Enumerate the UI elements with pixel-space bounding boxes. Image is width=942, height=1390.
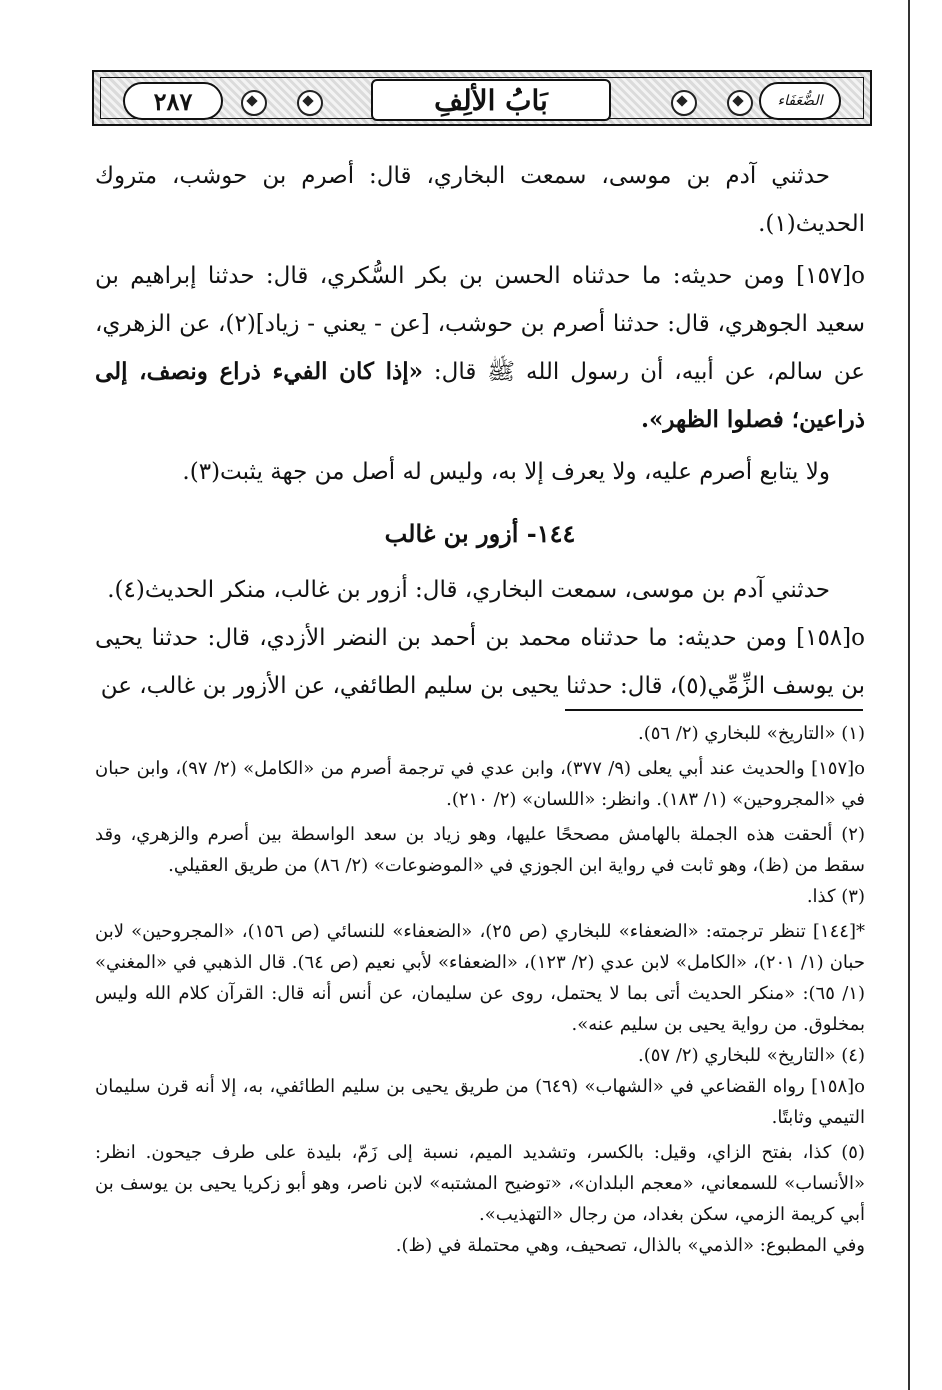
footnote: (٣) كذا. bbox=[806, 886, 865, 907]
footnotes bbox=[95, 718, 865, 1261]
paragraph-hadith-157 bbox=[95, 252, 865, 444]
chapter-title: بَابُ الألِفِ bbox=[371, 79, 611, 121]
header-frame bbox=[100, 77, 864, 119]
footnote: (١) «التاريخ» للبخاري (٢/ ٥٦). bbox=[638, 723, 865, 744]
ornament-icon bbox=[671, 90, 697, 116]
footnote: (٥) كذا، بفتح الزاي، وقيل: بالكسر، وتشديد الميم، نسبة إلى زَمّ، بليدة على طرف جيحون. انظر: «الأنساب» للسمعاني، «معجم البلدان»، «توضيح المشتبه» لابن ناصر، وهو أبو زكريا يحيى بن يوسف بن أبي كريمة الزمي، سكن بغداد، من رجال «التهذيب». bbox=[95, 1142, 865, 1225]
footnote: (٤) «التاريخ» للبخاري (٢/ ٥٧). bbox=[638, 1045, 865, 1066]
paragraph-hadith-158: o[١٥٨] ومن حديثه: ما حدثناه محمد بن أحمد بن النضر الأزدي، قال: حدثنا يحيى بن يوسف الزِّمِّي(٥)، قال: حدثنا يحيى بن سليم الطائفي، عن الأزور بن غالب، عن bbox=[95, 625, 865, 699]
main-text bbox=[95, 152, 865, 710]
paragraph-narration-2: حدثني آدم بن موسى، سمعت البخاري، قال: أزور بن غالب، منكر الحديث(٤). bbox=[107, 577, 830, 603]
footnote: *[١٤٤] تنظر ترجمته: «الضعفاء» للبخاري (ص ٢٥)، «الضعفاء» للنسائي (ص ١٥٦)، «المجروحين» لابن حبان (١/ ٢٠١)، «الكامل» لابن عدي (٢/ ١٢٣)، «الضعفاء» لأبي نعيم (ص ٦٤). قال الذهبي في «المغني» (١/ ٦٥): «منكر الحديث أتى بما لا يحتمل، روى عن سليمان، عن أنس أنه قال: القرآن كلام الله وليس بمخلوق. من رواية يحيى بن سليم عنه». bbox=[95, 921, 865, 1035]
hadith-157-text: «إذا كان الفيء ذراع ونصف، إلى ذراعين؛ فصلوا الظهر». bbox=[95, 358, 865, 433]
book-brand-logo: الضُّعَفَاء bbox=[759, 82, 841, 120]
page-number: ٢٨٧ bbox=[123, 82, 223, 120]
footnote: (٢) ألحقت هذه الجملة بالهامش مصححًا عليها، وهو زياد بن سعد الواسطة بين أصرم والزهري، وقد سقط من (ظ)، وهو ثابت في رواية ابن الجوزي في «الموضوعات» (٢/ ٨٦) من طريق العقيلي. bbox=[95, 824, 865, 876]
paragraph-narration: حدثني آدم بن موسى، سمعت البخاري، قال: أصرم بن حوشب، متروك الحديث(١). bbox=[95, 163, 865, 237]
entry-title: ١٤٤- أزور بن غالب bbox=[384, 519, 576, 548]
ornament-icon bbox=[297, 90, 323, 116]
footnote: o[١٥٨] رواه القضاعي في «الشهاب» (٦٤٩) من طريق يحيى بن سليم الطائفي، به، إلا أنه قرن سليمان التيمي وثابتًا. bbox=[95, 1076, 865, 1128]
ornament-icon bbox=[727, 90, 753, 116]
paragraph-comment: ولا يتابع أصرم عليه، ولا يعرف إلا به، وليس له أصل من جهة يثبت(٣). bbox=[182, 459, 830, 485]
hadith-157-chain: o[١٥٧] ومن حديثه: ما حدثناه الحسن بن بكر السُّكري، قال: حدثنا إبراهيم بن سعيد الجوهري، قال: حدثنا أصرم بن حوشب، [عن - يعني - زياد](٢)، عن الزهري، عن سالم، عن أبيه، أن رسول الله ﷺ قال: bbox=[95, 263, 865, 385]
footnote: o[١٥٧] والحديث عند أبي يعلى (٩/ ٣٧٧)، وابن عدي في ترجمة أصرم من «الكامل» (٢/ ٩٧)، وابن حبان في «المجروحين» (١/ ١٨٣). وانظر: «اللسان» (٢/ ٢١٠). bbox=[95, 758, 865, 810]
page-header-banner bbox=[92, 70, 872, 126]
footnote-divider bbox=[565, 709, 863, 711]
ornament-icon bbox=[241, 90, 267, 116]
page-edge-line bbox=[908, 0, 910, 1390]
footnote: وفي المطبوع: «الذمي» بالذال، تصحيف، وهي محتملة في (ظ). bbox=[395, 1235, 865, 1256]
